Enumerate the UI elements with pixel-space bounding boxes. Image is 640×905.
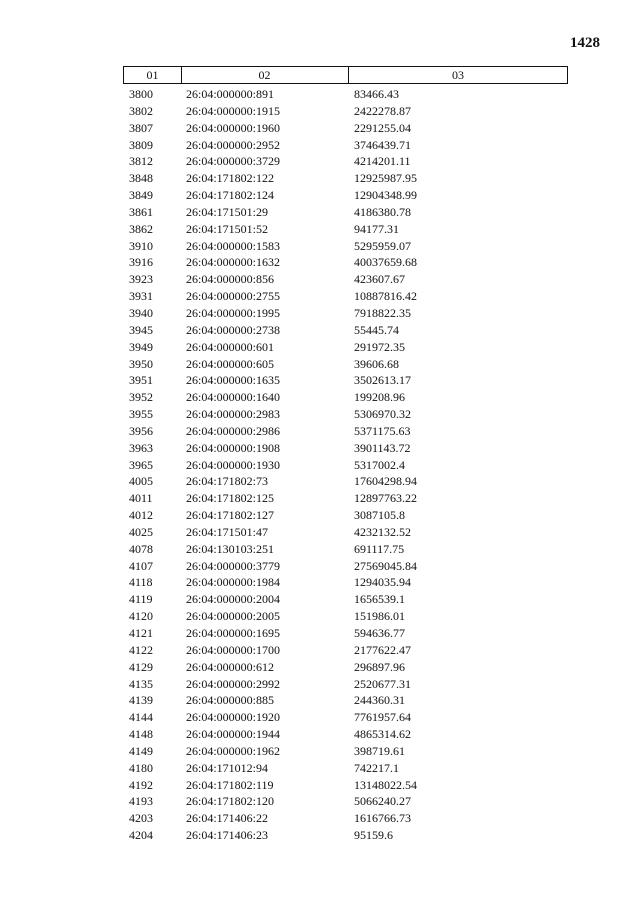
table-cell-03: 5066240.27 [354, 794, 411, 809]
table-cell-01: 4122 [129, 642, 153, 657]
table-cell-01: 3910 [129, 238, 153, 253]
table-cell-01: 3848 [129, 171, 153, 186]
table-cell-02: 26:04:000000:601 [186, 339, 275, 354]
table-cell-03: 1616766.73 [354, 811, 411, 826]
table-cell-03: 94177.31 [354, 221, 399, 236]
table-cell-03: 742217.1 [354, 760, 399, 775]
table-row [123, 423, 568, 440]
table-cell-03: 27569045.84 [354, 558, 417, 573]
table-cell-01: 3940 [129, 305, 153, 320]
table-cell-02: 26:04:000000:1920 [186, 710, 281, 725]
table-row [123, 440, 568, 457]
table-cell-01: 3955 [129, 407, 153, 422]
table-cell-01: 3862 [129, 221, 153, 236]
table-cell-01: 3849 [129, 188, 153, 203]
table-cell-03: 12904348.99 [354, 188, 417, 203]
table-cell-02: 26:04:000000:1908 [186, 440, 281, 455]
table-cell-03: 3502613.17 [354, 373, 411, 388]
table-cell-01: 3965 [129, 457, 153, 472]
table-row [123, 726, 568, 743]
table-cell-02: 26:04:171406:23 [186, 828, 269, 843]
table-cell-02: 26:04:000000:2992 [186, 676, 281, 691]
table-row [123, 490, 568, 507]
table-cell-03: 12925987.95 [354, 171, 417, 186]
table-cell-02: 26:04:130103:251 [186, 541, 275, 556]
table-row [123, 137, 568, 154]
table-cell-02: 26:04:000000:2755 [186, 289, 281, 304]
table-cell-03: 55445.74 [354, 322, 399, 337]
table-cell-03: 10887816.42 [354, 289, 417, 304]
table-cell-01: 3950 [129, 356, 153, 371]
table-row [123, 524, 568, 541]
table-cell-02: 26:04:171802:73 [186, 474, 269, 489]
table-cell-02: 26:04:000000:2983 [186, 407, 281, 422]
table-row [123, 204, 568, 221]
table-cell-01: 4078 [129, 541, 153, 556]
table-row [123, 305, 568, 322]
table-cell-03: 17604298.94 [354, 474, 417, 489]
table-cell-03: 199208.96 [354, 390, 405, 405]
table-cell-03: 13148022.54 [354, 777, 417, 792]
table-cell-02: 26:04:000000:612 [186, 659, 275, 674]
table-cell-02: 26:04:171501:29 [186, 204, 269, 219]
table-cell-03: 3901143.72 [354, 440, 411, 455]
table-row [123, 574, 568, 591]
table-cell-02: 26:04:171802:124 [186, 188, 275, 203]
table-row [123, 322, 568, 339]
table-cell-03: 1656539.1 [354, 592, 405, 607]
table-cell-03: 4214201.11 [354, 154, 411, 169]
table-cell-03: 2520677.31 [354, 676, 411, 691]
table-row [123, 608, 568, 625]
table-cell-01: 3952 [129, 390, 153, 405]
table-cell-02: 26:04:000000:1930 [186, 457, 281, 472]
table-cell-03: 12897763.22 [354, 491, 417, 506]
table-cell-01: 3809 [129, 137, 153, 152]
table-body [123, 86, 568, 844]
table-cell-02: 26:04:000000:3729 [186, 154, 281, 169]
table-cell-02: 26:04:000000:1995 [186, 305, 281, 320]
table-row [123, 777, 568, 794]
table-cell-01: 4118 [129, 575, 153, 590]
table-cell-03: 40037659.68 [354, 255, 417, 270]
table-row [123, 356, 568, 373]
table-cell-03: 423607.67 [354, 272, 405, 287]
table-row [123, 86, 568, 103]
table-row [123, 625, 568, 642]
table-cell-01: 4011 [129, 491, 153, 506]
table-row [123, 339, 568, 356]
table-cell-02: 26:04:000000:1632 [186, 255, 281, 270]
table-cell-01: 3861 [129, 204, 153, 219]
table-cell-03: 691117.75 [354, 541, 405, 556]
table-cell-03: 4232132.52 [354, 524, 411, 539]
table-row [123, 238, 568, 255]
table-row [123, 541, 568, 558]
table-header [123, 66, 568, 84]
table-cell-03: 83466.43 [354, 87, 399, 101]
table-row [123, 288, 568, 305]
table-cell-01: 3802 [129, 103, 153, 118]
table-row [123, 389, 568, 406]
table-cell-03: 398719.61 [354, 743, 405, 758]
table-row [123, 507, 568, 524]
table-cell-03: 5306970.32 [354, 407, 411, 422]
table-cell-03: 39606.68 [354, 356, 399, 371]
table-cell-03: 5295959.07 [354, 238, 411, 253]
table-row [123, 120, 568, 137]
table-cell-01: 4203 [129, 811, 153, 826]
table-cell-01: 3956 [129, 423, 153, 438]
table-cell-01: 4121 [129, 626, 153, 640]
table-cell-03: 3746439.71 [354, 137, 411, 152]
table-cell-02: 26:04:171501:52 [186, 221, 269, 236]
table-cell-01: 3949 [129, 339, 153, 354]
table-cell-01: 3951 [129, 373, 153, 388]
table-cell-03: 2291255.04 [354, 120, 411, 135]
table-row [123, 187, 568, 204]
table-cell-01: 4120 [129, 609, 153, 624]
table-cell-01: 4193 [129, 794, 153, 809]
table-row [123, 692, 568, 709]
table-cell-03: 5371175.63 [354, 423, 411, 438]
table-cell-03: 4186380.78 [354, 204, 411, 219]
table-cell-03: 7918822.35 [354, 305, 411, 320]
table-cell-02: 26:04:000000:1695 [186, 626, 281, 640]
table-cell-02: 26:04:000000:891 [186, 87, 275, 101]
table-cell-01: 4129 [129, 659, 153, 674]
table-row [123, 676, 568, 693]
table-cell-03: 2177622.47 [354, 642, 411, 657]
table-cell-01: 4180 [129, 760, 153, 775]
table-row [123, 743, 568, 760]
table-cell-03: 4865314.62 [354, 727, 411, 742]
table-cell-01: 4139 [129, 693, 153, 708]
table-cell-03: 244360.31 [354, 693, 405, 708]
table-cell-03: 7761957.64 [354, 710, 411, 725]
table-cell-01: 3812 [129, 154, 153, 169]
column-header-01: 01 [124, 67, 182, 83]
table-cell-02: 26:04:000000:1962 [186, 743, 281, 758]
table-cell-01: 4135 [129, 676, 153, 691]
table-cell-02: 26:04:171501:47 [186, 524, 269, 539]
table-cell-02: 26:04:000000:2986 [186, 423, 281, 438]
table-cell-02: 26:04:171802:125 [186, 491, 275, 506]
table-cell-02: 26:04:000000:856 [186, 272, 275, 287]
column-header-03: 03 [452, 68, 464, 82]
table-row [123, 221, 568, 238]
table-cell-01: 4119 [129, 592, 153, 607]
table-cell-01: 3963 [129, 440, 153, 455]
table-cell-03: 291972.35 [354, 339, 405, 354]
table-row [123, 103, 568, 120]
table-cell-02: 26:04:171802:120 [186, 794, 275, 809]
table-cell-02: 26:04:000000:1700 [186, 642, 281, 657]
table-cell-02: 26:04:000000:1984 [186, 575, 281, 590]
table-cell-02: 26:04:000000:1640 [186, 390, 281, 405]
table-cell-02: 26:04:000000:885 [186, 693, 275, 708]
table-cell-02: 26:04:000000:2738 [186, 322, 281, 337]
table-cell-01: 3807 [129, 120, 153, 135]
table-cell-01: 3800 [129, 87, 153, 101]
table-cell-03: 296897.96 [354, 659, 405, 674]
table-cell-03: 594636.77 [354, 626, 405, 640]
table-cell-01: 4204 [129, 828, 153, 843]
table-row [123, 760, 568, 777]
table-cell-02: 26:04:000000:2952 [186, 137, 281, 152]
table-cell-01: 4149 [129, 743, 153, 758]
table-cell-02: 26:04:171802:119 [186, 777, 274, 792]
table-row [123, 709, 568, 726]
table-cell-02: 26:04:171802:122 [186, 171, 275, 186]
table-row [123, 372, 568, 389]
table-row [123, 473, 568, 490]
table-row [123, 558, 568, 575]
table-cell-02: 26:04:171802:127 [186, 508, 275, 523]
table-cell-02: 26:04:000000:1944 [186, 727, 281, 742]
table-cell-01: 4107 [129, 558, 153, 573]
table-row [123, 406, 568, 423]
table-cell-02: 26:04:171406:22 [186, 811, 269, 826]
table-cell-01: 3916 [129, 255, 153, 270]
table-cell-01: 4005 [129, 474, 153, 489]
table-cell-01: 3923 [129, 272, 153, 287]
table-cell-01: 3945 [129, 322, 153, 337]
table-row [123, 271, 568, 288]
table-cell-01: 4144 [129, 710, 153, 725]
table-row [123, 793, 568, 810]
table-row [123, 642, 568, 659]
table-row [123, 153, 568, 170]
table-cell-03: 95159.6 [354, 828, 393, 843]
table-cell-01: 4012 [129, 508, 153, 523]
table-row [123, 827, 568, 844]
table-cell-01: 4025 [129, 524, 153, 539]
table-cell-03: 5317002.4 [354, 457, 405, 472]
table-cell-03: 3087105.8 [354, 508, 405, 523]
table-cell-02: 26:04:000000:1915 [186, 103, 281, 118]
table-cell-03: 2422278.87 [354, 103, 411, 118]
table-row [123, 659, 568, 676]
table-row [123, 810, 568, 827]
table-cell-01: 4192 [129, 777, 153, 792]
table-cell-02: 26:04:000000:1635 [186, 373, 281, 388]
table-cell-02: 26:04:000000:2004 [186, 592, 281, 607]
table-cell-01: 4148 [129, 727, 153, 742]
table-cell-03: 1294035.94 [354, 575, 411, 590]
column-header-02: 02 [181, 67, 349, 83]
table-row [123, 170, 568, 187]
table-cell-02: 26:04:000000:605 [186, 356, 275, 371]
table-cell-02: 26:04:000000:1583 [186, 238, 281, 253]
table-cell-02: 26:04:000000:1960 [186, 120, 281, 135]
page-number: 1428 [570, 35, 600, 51]
table-row [123, 457, 568, 474]
table-cell-02: 26:04:000000:2005 [186, 609, 281, 624]
table-row [123, 254, 568, 271]
table-cell-02: 26:04:171012:94 [186, 760, 269, 775]
table-cell-02: 26:04:000000:3779 [186, 558, 281, 573]
table-cell-01: 3931 [129, 289, 153, 304]
table-cell-03: 151986.01 [354, 609, 405, 624]
table-row [123, 591, 568, 608]
